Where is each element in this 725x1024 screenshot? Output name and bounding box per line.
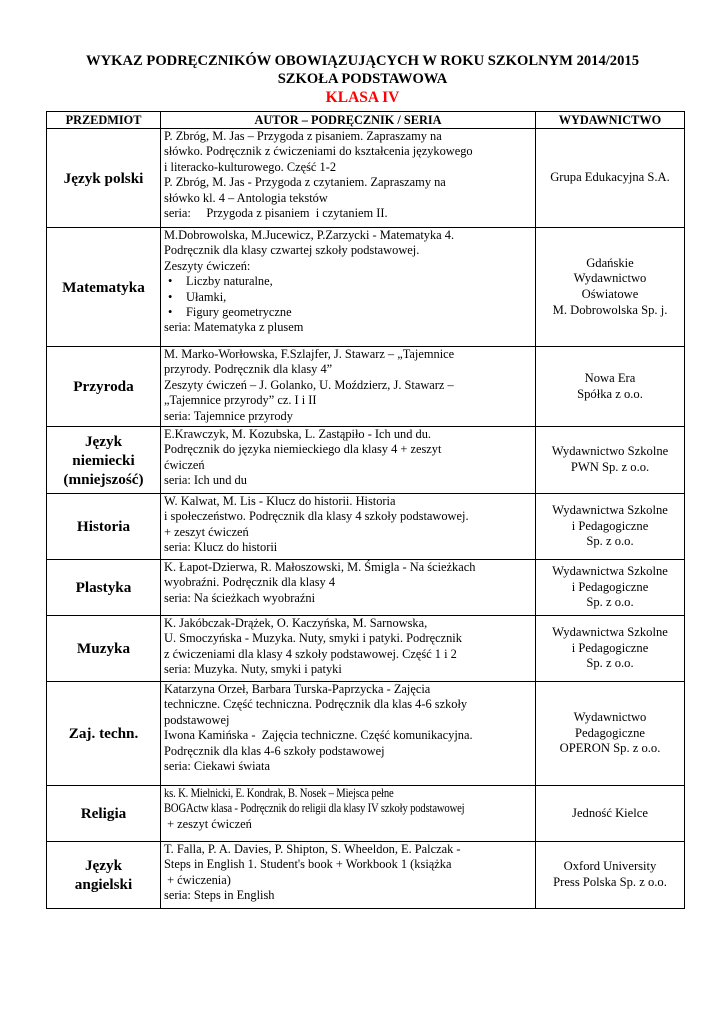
author-line: + zeszyt ćwiczeń bbox=[164, 524, 249, 539]
author-line: wyobraźni. Podręcznik dla klasy 4 bbox=[164, 575, 336, 590]
publisher-line: Wydawnictwo bbox=[573, 271, 647, 286]
publisher-cell bbox=[536, 427, 685, 494]
series-line: seria: Klucz do historii bbox=[164, 540, 278, 555]
author-line bbox=[164, 801, 533, 816]
author-line: M. Marko-Worłowska, F.Szlajfer, J. Stawarz – „Tajemnice bbox=[164, 347, 455, 361]
author-text: BOGActw klasa - Podręcznik do religii dla klasy IV szkoły podstawowej bbox=[164, 801, 465, 816]
subject-cell bbox=[47, 842, 161, 909]
publisher-line: Wydawnictwa Szkolne bbox=[552, 503, 668, 518]
title-line-2: SZKOŁA PODSTAWOWA bbox=[277, 71, 448, 87]
table-row bbox=[47, 682, 685, 786]
author-line: Iwona Kamińska - Zajęcia techniczne. Część komunikacyjna. bbox=[164, 728, 473, 743]
author-line: słówko kl. 4 – Antologia tekstów bbox=[164, 190, 328, 205]
publisher-line: Wydawnictwa Szkolne bbox=[552, 625, 668, 640]
author-line: K. Łapot-Dzierwa, R. Małoszowski, M. Śmigla - Na ścieżkach bbox=[164, 560, 476, 574]
author-line: przyrody. Podręcznik dla klasy 4” bbox=[164, 362, 333, 377]
author-line: techniczne. Część techniczna. Podręcznik dla klas 4-6 szkoły bbox=[164, 697, 468, 712]
publisher-line: Spółka z o.o. bbox=[577, 386, 643, 401]
publisher-line: OPERON Sp. z o.o. bbox=[559, 741, 661, 756]
author-line: + zeszyt ćwiczeń bbox=[164, 816, 252, 831]
author-cell bbox=[161, 494, 536, 560]
publisher-line: Sp. z o.o. bbox=[586, 534, 634, 549]
author-cell bbox=[161, 682, 536, 786]
author-cell bbox=[161, 786, 536, 842]
bullet-text: Figury geometryczne bbox=[186, 305, 292, 320]
publisher-cell bbox=[536, 347, 685, 427]
subject-cell bbox=[47, 786, 161, 842]
series-line: seria: Na ścieżkach wyobraźni bbox=[164, 590, 316, 605]
subject-cell bbox=[47, 616, 161, 682]
author-cell bbox=[161, 129, 536, 228]
author-line: E.Krawczyk, M. Kozubska, L. Zastąpiło - Ich und du. bbox=[164, 427, 432, 441]
table-row bbox=[47, 494, 685, 560]
table-header-row bbox=[47, 112, 685, 129]
publisher-line: Pedagogiczne bbox=[575, 725, 645, 740]
bullet-text: Ułamki, bbox=[186, 289, 227, 304]
series-line: seria: Przygoda z pisaniem i czytaniem II. bbox=[164, 206, 388, 221]
author-line: słówko. Podręcznik z ćwiczeniami do kształcenia językowego bbox=[164, 144, 473, 159]
author-line: Zeszyty ćwiczeń: bbox=[164, 258, 251, 273]
publisher-cell bbox=[536, 228, 685, 347]
series-line: seria: Steps in English bbox=[164, 888, 275, 903]
author-line: Podręcznik dla klasy czwartej szkoły podstawowej. bbox=[164, 243, 420, 258]
table-row bbox=[47, 129, 685, 228]
author-line: z ćwiczeniami dla klasy 4 szkoły podstawowej. Część 1 i 2 bbox=[164, 646, 457, 661]
author-line: Steps in English 1. Student's book + Workbook 1 (książka bbox=[164, 857, 452, 872]
publisher-line: Sp. z o.o. bbox=[586, 656, 634, 671]
bullet-text: Liczby naturalne, bbox=[186, 274, 273, 289]
publisher-line: Wydawnictwo Szkolne bbox=[551, 444, 669, 459]
column-header-subject: PRZEDMIOT bbox=[47, 112, 161, 129]
author-line: K. Jakóbczak-Drążek, O. Kaczyńska, M. Sarnowska, bbox=[164, 616, 428, 630]
subject-name: (mniejszość) bbox=[63, 470, 144, 488]
bullet-dot-icon: • bbox=[168, 289, 173, 304]
publisher-line: Sp. z o.o. bbox=[586, 595, 634, 610]
series-line: seria: Matematyka z plusem bbox=[164, 320, 304, 335]
subject-cell bbox=[47, 228, 161, 347]
author-line: Podręcznik dla klas 4-6 szkoły podstawowej bbox=[164, 743, 385, 758]
series-line: seria: Ciekawi świata bbox=[164, 759, 270, 774]
author-line: ćwiczeń bbox=[164, 457, 205, 472]
subject-name: Plastyka bbox=[75, 579, 132, 596]
author-line: P. Zbróg, M. Jas – Przygoda z pisaniem. Zapraszamy na bbox=[164, 129, 442, 143]
class-label: KLASA IV bbox=[325, 89, 400, 106]
series-line: seria: Muzyka. Nuty, smyki i patyki bbox=[164, 662, 342, 677]
table-row bbox=[47, 228, 685, 347]
author-cell bbox=[161, 560, 536, 616]
subject-name: Język polski bbox=[63, 169, 144, 187]
publisher-line: Nowa Era bbox=[584, 370, 636, 385]
publisher-cell bbox=[536, 129, 685, 228]
subject-name: Religia bbox=[80, 805, 127, 822]
subject-name: niemiecki bbox=[72, 451, 135, 469]
author-line: Podręcznik do języka niemieckiego dla klasy 4 + zeszyt bbox=[164, 442, 442, 457]
author-line: Zeszyty ćwiczeń – J. Golanko, U. Moździerz, J. Stawarz – bbox=[164, 377, 454, 392]
publisher-line: M. Dobrowolska Sp. j. bbox=[552, 302, 668, 317]
publisher-line: Wydawnictwo bbox=[573, 710, 647, 725]
series-line: seria: Ich und du bbox=[164, 473, 247, 488]
subject-cell bbox=[47, 682, 161, 786]
column-header-author: AUTOR – PODRĘCZNIK / SERIA bbox=[161, 112, 536, 129]
bullet-item bbox=[164, 305, 533, 320]
publisher-line: Wydawnictwa Szkolne bbox=[552, 564, 668, 579]
subject-cell bbox=[47, 494, 161, 560]
author-line: i społeczeństwo. Podręcznik dla klasy 4 szkoły podstawowej. bbox=[164, 509, 469, 524]
publisher-cell bbox=[536, 560, 685, 616]
author-line: P. Zbróg, M. Jas - Przygoda z czytaniem. Zapraszamy na bbox=[164, 175, 446, 190]
author-cell bbox=[161, 842, 536, 909]
publisher-cell bbox=[536, 616, 685, 682]
subject-cell bbox=[47, 129, 161, 228]
subject-cell bbox=[47, 427, 161, 494]
author-cell bbox=[161, 347, 536, 427]
table-row bbox=[47, 842, 685, 909]
table-row bbox=[47, 616, 685, 682]
publisher-line: i Pedagogiczne bbox=[571, 640, 649, 655]
subject-cell bbox=[47, 560, 161, 616]
publisher-line: Gdańskie bbox=[586, 255, 634, 270]
author-text: ks. K. Mielnicki, E. Kondrak, B. Nosek – Miejsca pełne bbox=[164, 786, 394, 800]
publisher-cell bbox=[536, 682, 685, 786]
publisher-line: Oxford University bbox=[563, 859, 657, 874]
publisher-cell bbox=[536, 786, 685, 842]
subject-name: Język bbox=[84, 432, 123, 450]
author-line: T. Falla, P. A. Davies, P. Shipton, S. Wheeldon, E. Palczak - bbox=[164, 842, 461, 856]
publisher-cell bbox=[536, 842, 685, 909]
publisher-line: PWN Sp. z o.o. bbox=[570, 460, 650, 474]
bullet-item bbox=[164, 290, 533, 305]
subject-name: Matematyka bbox=[62, 278, 145, 296]
subject-name: Przyroda bbox=[73, 378, 134, 395]
bullet-item bbox=[164, 274, 533, 289]
author-line: „Tajemnice przyrody” cz. I i II bbox=[164, 393, 317, 408]
document-header bbox=[0, 52, 725, 107]
publisher-line: i Pedagogiczne bbox=[571, 579, 649, 594]
author-line: podstawowej bbox=[164, 712, 230, 727]
column-header-publisher: WYDAWNICTWO bbox=[536, 112, 685, 129]
subject-name: Historia bbox=[76, 518, 131, 535]
subject-name: angielski bbox=[74, 876, 133, 893]
subject-name: Zaj. techn. bbox=[68, 725, 139, 742]
table-row bbox=[47, 786, 685, 842]
author-line bbox=[164, 786, 533, 801]
publisher-line: Press Polska Sp. z o.o. bbox=[553, 875, 667, 889]
author-line: U. Smoczyńska - Muzyka. Nuty, smyki i patyki. Podręcznik bbox=[164, 631, 462, 646]
textbook-table bbox=[46, 111, 685, 909]
publisher-line: i Pedagogiczne bbox=[571, 518, 649, 533]
author-line: + ćwiczenia) bbox=[164, 872, 231, 887]
publisher-line: Oświatowe bbox=[581, 287, 639, 301]
series-line: seria: Tajemnice przyrody bbox=[164, 408, 293, 423]
author-cell bbox=[161, 616, 536, 682]
publisher-line: Jedność Kielce bbox=[572, 805, 648, 820]
author-cell bbox=[161, 228, 536, 347]
bullet-dot-icon: • bbox=[168, 305, 173, 320]
author-line: i literacko-kulturowego. Część 1-2 bbox=[164, 159, 337, 174]
bullet-dot-icon: • bbox=[168, 274, 173, 289]
table-row bbox=[47, 347, 685, 427]
subject-cell bbox=[47, 347, 161, 427]
title-line-1: WYKAZ PODRĘCZNIKÓW OBOWIĄZUJĄCYCH W ROKU SZKOLNYM 2014/2015 bbox=[86, 53, 639, 69]
publisher-cell bbox=[536, 494, 685, 560]
subject-name: Muzyka bbox=[76, 640, 131, 657]
author-line: W. Kalwat, M. Lis - Klucz do historii. Historia bbox=[164, 494, 396, 508]
table-row bbox=[47, 427, 685, 494]
publisher-line: Grupa Edukacyjna S.A. bbox=[550, 170, 670, 185]
author-cell bbox=[161, 427, 536, 494]
author-line: M.Dobrowolska, M.Jucewicz, P.Zarzycki - Matematyka 4. bbox=[164, 228, 455, 242]
table-row bbox=[47, 560, 685, 616]
subject-name: Język bbox=[84, 857, 123, 874]
author-line: Katarzyna Orzeł, Barbara Turska-Paprzycka - Zajęcia bbox=[164, 682, 431, 696]
